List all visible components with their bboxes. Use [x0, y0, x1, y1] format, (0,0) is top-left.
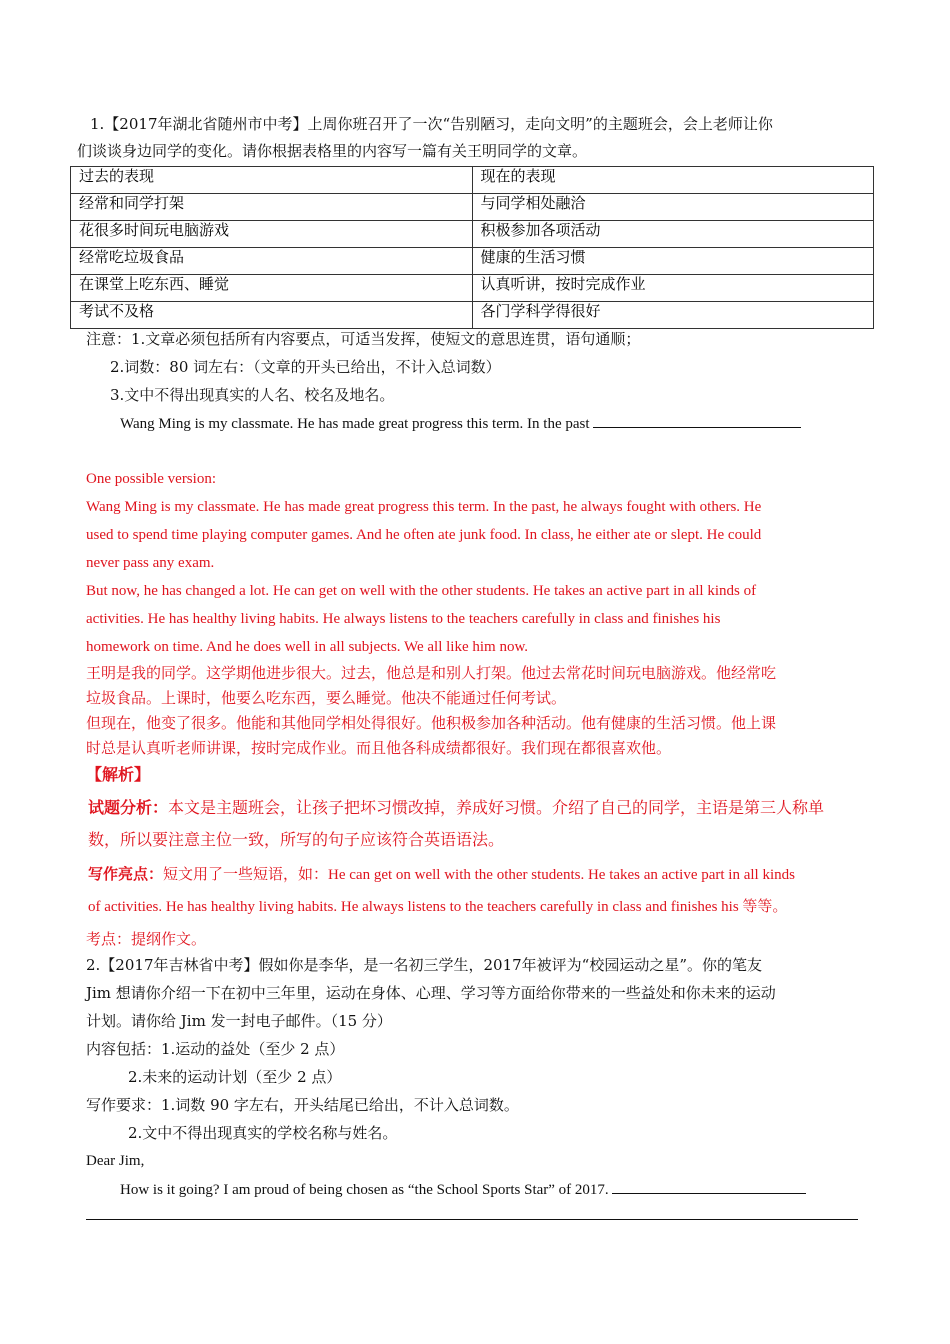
q1-opening-text: Wang Ming is my classmate. He has made great progress this term. In the past	[120, 416, 590, 432]
answer-cn-line: 时总是认真听老师讲课，按时完成作业。而且他各科成绩都很好。我们现在都很喜欢他。	[86, 739, 672, 757]
q2-req1: 写作要求：1.词数 90 字左右，开头结尾已给出，不计入总词数。	[86, 1096, 519, 1114]
q2-opening	[120, 1179, 806, 1200]
q1-note1: 注意：1.文章必须包括所有内容要点，可适当发挥，使短文的意思连贯，语句通顺；	[86, 330, 641, 348]
q2-line1: 2.【2017年吉林省中考】假如你是李华，是一名初三学生，2017年被评为“校园运动之星”。你的笔友	[86, 956, 763, 974]
answer-en-line: Wang Ming is my classmate. He has made great progress this term. In the past, he always fought with others. He	[86, 499, 762, 515]
q1-intro-line1: 1.【2017年湖北省随州市中考】上周你班召开了一次“告别陋习，走向文明”的主题班会，会上老师让你	[90, 115, 773, 133]
table-cell: 在课堂上吃东西、睡觉	[71, 275, 473, 302]
table-header-past: 过去的表现	[71, 167, 473, 194]
table-cell: 与同学相处融洽	[472, 194, 874, 221]
table-row	[71, 221, 874, 248]
table-cell: 积极参加各项活动	[472, 221, 874, 248]
q2-line3: 计划。请你给 Jim 发一封电子邮件。（15 分）	[86, 1012, 392, 1030]
table-cell: 各门学科学得很好	[472, 302, 874, 329]
q2-content1: 内容包括：1.运动的益处（至少 2 点）	[86, 1040, 345, 1058]
comparison-table	[70, 166, 874, 329]
analysis-heading: 【解析】	[86, 765, 151, 784]
answer-en-line: activities. He has healthy living habits. He always listens to the teachers carefully in class and finishes his	[86, 611, 721, 627]
table-row	[71, 248, 874, 275]
answer-cn-line: 垃圾食品。上课时，他要么吃东西，要么睡觉。他决不能通过任何考试。	[86, 689, 567, 707]
q2-line2: Jim 想请你介绍一下在初中三年里，运动在身体、心理、学习等方面给你带来的一些益处和你未来的运动	[86, 984, 776, 1002]
analysis-line1	[88, 797, 824, 819]
table-row	[71, 302, 874, 329]
table-row	[71, 275, 874, 302]
answer-label: One possible version:	[86, 471, 216, 487]
table-cell: 健康的生活习惯	[472, 248, 874, 275]
analysis-line4: of activities. He has healthy living habits. He always listens to the teachers carefully in class and finishes his 等等。	[88, 899, 788, 915]
answer-cn-line: 王明是我的同学。这学期他进步很大。过去，他总是和别人打架。他过去常花时间玩电脑游戏。他经常吃	[86, 664, 777, 682]
table-header-now: 现在的表现	[472, 167, 874, 194]
q2-opening-text: How is it going? I am proud of being chosen as “the School Sports Star” of 2017.	[120, 1182, 609, 1198]
q1-intro-line2: 们谈谈身边同学的变化。请你根据表格里的内容写一篇有关王明同学的文章。	[77, 142, 588, 160]
analysis-text-2a: 短文用了一些短语，如：He can get on well with the other students. He takes an active part in all kinds	[163, 867, 795, 883]
q2-req2: 2.文中不得出现真实的学校名称与姓名。	[128, 1124, 398, 1142]
table-cell: 认真听讲，按时完成作业	[472, 275, 874, 302]
table-cell: 考试不及格	[71, 302, 473, 329]
analysis-label-2: 写作亮点：	[88, 865, 164, 883]
answer-blank	[593, 413, 801, 428]
table-cell: 经常和同学打架	[71, 194, 473, 221]
answer-blank-line	[86, 1219, 858, 1220]
analysis-label-1: 试题分析：	[88, 798, 169, 817]
analysis-text-1a: 本文是主题班会，让孩子把坏习惯改掉，养成好习惯。介绍了自己的同学，主语是第三人称单	[168, 798, 825, 817]
q2-greeting: Dear Jim,	[86, 1153, 145, 1169]
analysis-line2: 数，所以要注意主位一致，所写的句子应该符合英语语法。	[88, 830, 505, 849]
kaodian: 考点：提纲作文。	[86, 930, 207, 948]
table-row	[71, 194, 874, 221]
q1-note3: 3.文中不得出现真实的人名、校名及地名。	[110, 386, 395, 404]
answer-en-line: homework on time. And he does well in all subjects. We all like him now.	[86, 639, 529, 655]
answer-en-line: But now, he has changed a lot. He can get on well with the other students. He takes an active part in all kinds of	[86, 583, 757, 599]
q2-content2: 2.未来的运动计划（至少 2 点）	[128, 1068, 342, 1086]
q1-opening	[120, 413, 801, 434]
analysis-line3	[88, 863, 795, 886]
table-cell: 花很多时间玩电脑游戏	[71, 221, 473, 248]
answer-en-line: used to spend time playing computer games. And he often ate junk food. In class, he either ate or slept. He could	[86, 527, 762, 543]
answer-cn-line: 但现在，他变了很多。他能和其他同学相处得很好。他积极参加各种活动。他有健康的生活习惯。他上课	[86, 714, 777, 732]
answer-en-line: never pass any exam.	[86, 555, 215, 571]
table-header-row	[71, 167, 874, 194]
q1-note2: 2.词数：80 词左右：（文章的开头已给出，不计入总词数）	[110, 358, 501, 376]
table-cell: 经常吃垃圾食品	[71, 248, 473, 275]
answer-blank	[612, 1179, 806, 1194]
